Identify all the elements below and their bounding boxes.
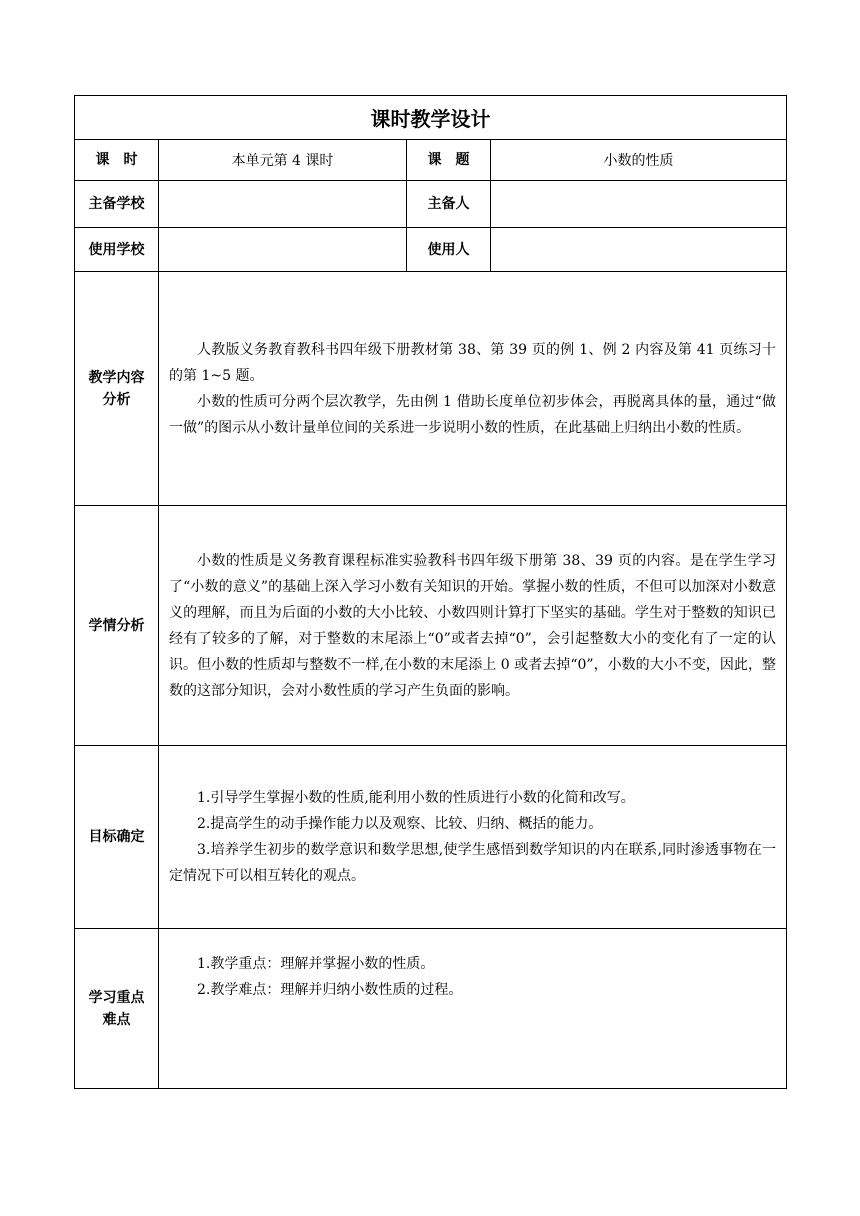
content-analysis-paragraph: 小数的性质可分两个层次教学，先由例 1 借助长度单位初步体会，再脱离具体的量，通过“做一做”的图示从小数计量单位间的关系进一步说明小数的性质，在此基础上归纳出小数的性质。 <box>169 393 776 436</box>
key-points-label <box>75 929 159 1089</box>
goal-item: 2.提高学生的动手操作能力以及观察、比较、归纳、概括的能力。 <box>197 816 603 832</box>
using-school-label: 使用学校 <box>75 228 159 272</box>
key-points-body <box>159 929 787 1089</box>
content-analysis-paragraph: 人教版义务教育教科书四年级下册教材第 38、第 39 页的例 1、例 2 内容及第 41 页练习十的第 1~5 题。 <box>169 341 776 384</box>
student-analysis-body <box>159 506 787 746</box>
content-analysis-body <box>159 272 787 506</box>
main-preparer-label: 主备人 <box>407 181 491 228</box>
content-analysis-label-text: 教学内容分析 <box>88 369 145 408</box>
period-value: 本单元第 4 课时 <box>159 140 407 181</box>
topic-label: 课 题 <box>407 140 491 181</box>
main-preparer-value <box>491 181 787 228</box>
page-title: 课时教学设计 <box>75 96 787 140</box>
key-point-item: 2.教学难点：理解并归纳小数性质的过程。 <box>197 982 463 998</box>
user-value <box>491 228 787 272</box>
topic-value: 小数的性质 <box>491 140 787 181</box>
goals-body <box>159 746 787 929</box>
key-points-label-text: 学习重点难点 <box>88 989 145 1028</box>
key-point-item: 1.教学重点：理解并掌握小数的性质。 <box>197 956 435 972</box>
student-analysis-paragraph: 小数的性质是义务教育课程标准实验教科书四年级下册第 38、39 页的内容。是在学生学习了“小数的意义”的基础上深入学习小数有关知识的开始。掌握小数的性质，不但可以加深对小数意义的理解，而且为后面的小数的大小比较、小数四则计算打下坚实的基础。学生对于整数的知识已经有了较多的了解，对于整数的末尾添上“0”或者去掉“0”，会引起整数大小的变化有了一定的认识。但小数的性质却与整数不一样,在小数的末尾添上 0 或者去掉“0”，小数的大小不变，因此，整数的这部分知识，会对小数性质的学习产生负面的影响。 <box>169 552 776 699</box>
lesson-design-table <box>74 95 787 1089</box>
goal-item: 3.培养学生初步的数学意识和数学思想,使学生感悟到数学知识的内在联系,同时渗透事物在一定情况下可以相互转化的观点。 <box>169 842 776 884</box>
content-analysis-label <box>75 272 159 506</box>
main-school-value <box>159 181 407 228</box>
main-school-label: 主备学校 <box>75 181 159 228</box>
student-analysis-label: 学情分析 <box>75 506 159 746</box>
goals-label: 目标确定 <box>75 746 159 929</box>
period-label: 课 时 <box>75 140 159 181</box>
goal-item: 1.引导学生掌握小数的性质,能利用小数的性质进行小数的化简和改写。 <box>197 790 635 806</box>
using-school-value <box>159 228 407 272</box>
user-label: 使用人 <box>407 228 491 272</box>
